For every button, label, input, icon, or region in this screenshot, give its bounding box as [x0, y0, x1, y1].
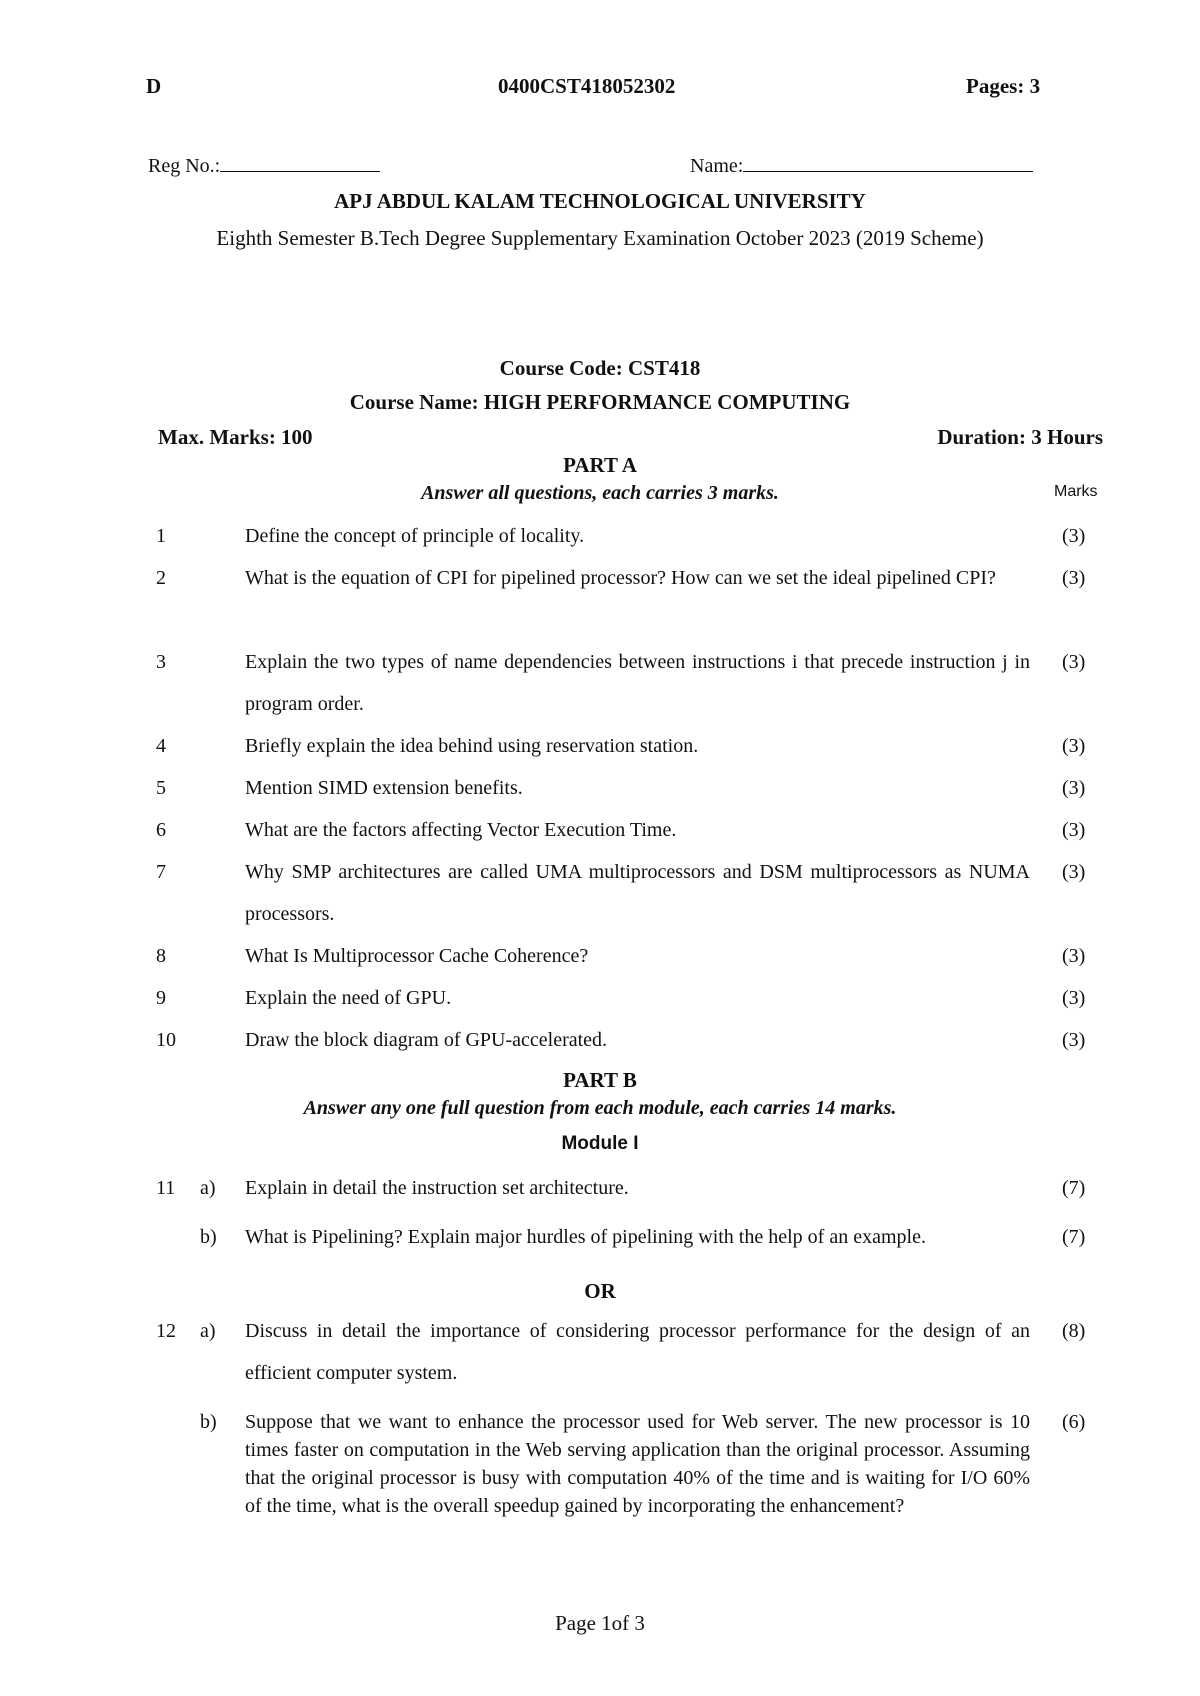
question-marks: (3) — [1062, 945, 1086, 967]
paper-code: 0400CST418052302 — [498, 74, 676, 98]
part-a-title: PART A — [563, 453, 637, 477]
module-heading: Module I — [561, 1133, 639, 1154]
marks-header: Marks — [1054, 483, 1098, 500]
reg-no-label: Reg No.: — [148, 155, 221, 177]
reg-no-blank — [220, 153, 380, 172]
question-number: 7 — [156, 861, 166, 883]
question-text: Explain the need of GPU. — [245, 987, 452, 1009]
question-number: 11 — [156, 1177, 176, 1199]
question-marks: (3) — [1062, 777, 1086, 799]
page-count: Pages: 3 — [966, 74, 1041, 98]
question-number: 3 — [156, 651, 166, 673]
question-number: 10 — [156, 1029, 176, 1051]
question-text: Discuss in detail the importance of considering processor performance for the design of an efficient computer system. — [245, 1320, 1030, 1384]
question-marks: (3) — [1062, 1029, 1086, 1051]
course-code: Course Code: CST418 — [499, 356, 701, 380]
name-field — [690, 153, 1033, 178]
question-number: 9 — [156, 987, 166, 1009]
question-number: 12 — [156, 1320, 176, 1342]
question-text: Why SMP architectures are called UMA multiprocessors and DSM multiprocessors as NUMA processors. — [245, 861, 1030, 925]
exam-title: Eighth Semester B.Tech Degree Supplementary Examination October 2023 (2019 Scheme) — [216, 226, 984, 250]
sub-question-label: a) — [200, 1320, 216, 1342]
question-text: What Is Multiprocessor Cache Coherence? — [245, 945, 589, 967]
course-name: Course Name: HIGH PERFORMANCE COMPUTING — [349, 390, 851, 414]
name-label: Name: — [690, 155, 744, 177]
question-text: Explain the two types of name dependencies between instructions i that precede instruction j in program order. — [245, 651, 1030, 715]
question-text: Define the concept of principle of locality. — [245, 525, 585, 547]
page-footer: Page 1of 3 — [555, 1611, 645, 1635]
question-number: 2 — [156, 567, 166, 589]
question-marks: (8) — [1062, 1320, 1086, 1342]
sub-question-label: b) — [200, 1411, 217, 1433]
question-marks: (3) — [1062, 819, 1086, 841]
question-number: 4 — [156, 735, 166, 757]
part-a-instruction: Answer all questions, each carries 3 marks. — [421, 482, 779, 504]
question-text: What is the equation of CPI for pipelined processor? How can we set the ideal pipelined CPI? — [245, 567, 996, 589]
max-marks: Max. Marks: 100 — [158, 425, 313, 449]
question-text: Draw the block diagram of GPU-accelerated. — [245, 1029, 608, 1051]
question-marks: (3) — [1062, 567, 1086, 589]
part-b-title: PART B — [563, 1068, 637, 1092]
question-number: 1 — [156, 525, 166, 547]
question-marks: (3) — [1062, 735, 1086, 757]
duration: Duration: 3 Hours — [937, 425, 1103, 449]
question-marks: (3) — [1062, 861, 1086, 883]
question-marks: (6) — [1062, 1411, 1086, 1433]
name-blank — [743, 153, 1033, 172]
question-marks: (3) — [1062, 651, 1086, 673]
question-number: 6 — [156, 819, 166, 841]
series-label: D — [146, 74, 162, 98]
question-text: Explain in detail the instruction set architecture. — [245, 1177, 629, 1199]
question-text: Mention SIMD extension benefits. — [245, 777, 523, 799]
sub-question-label: b) — [200, 1226, 217, 1248]
question-text: What is Pipelining? Explain major hurdles of pipelining with the help of an example. — [245, 1226, 926, 1248]
or-separator: OR — [584, 1279, 616, 1303]
question-text: Briefly explain the idea behind using reservation station. — [245, 735, 699, 757]
question-marks: (7) — [1062, 1226, 1086, 1248]
question-number: 5 — [156, 777, 166, 799]
sub-question-label: a) — [200, 1177, 216, 1199]
reg-no-field — [148, 153, 380, 178]
university-name: APJ ABDUL KALAM TECHNOLOGICAL UNIVERSITY — [334, 189, 866, 213]
question-marks: (3) — [1062, 987, 1086, 1009]
question-text: Suppose that we want to enhance the processor used for Web server. The new processor is 10 times faster on computation in the Web serving application than the original processor. Assuming that the original processor is busy with computation 40% of the time and is waiting for I/O 60% of the time, what is the overall speedup gained by incorporating the enhancement? — [245, 1411, 1030, 1517]
question-marks: (3) — [1062, 525, 1086, 547]
question-marks: (7) — [1062, 1177, 1086, 1199]
question-number: 8 — [156, 945, 166, 967]
question-text: What are the factors affecting Vector Execution Time. — [245, 819, 677, 841]
part-b-instruction: Answer any one full question from each module, each carries 14 marks. — [303, 1097, 897, 1119]
